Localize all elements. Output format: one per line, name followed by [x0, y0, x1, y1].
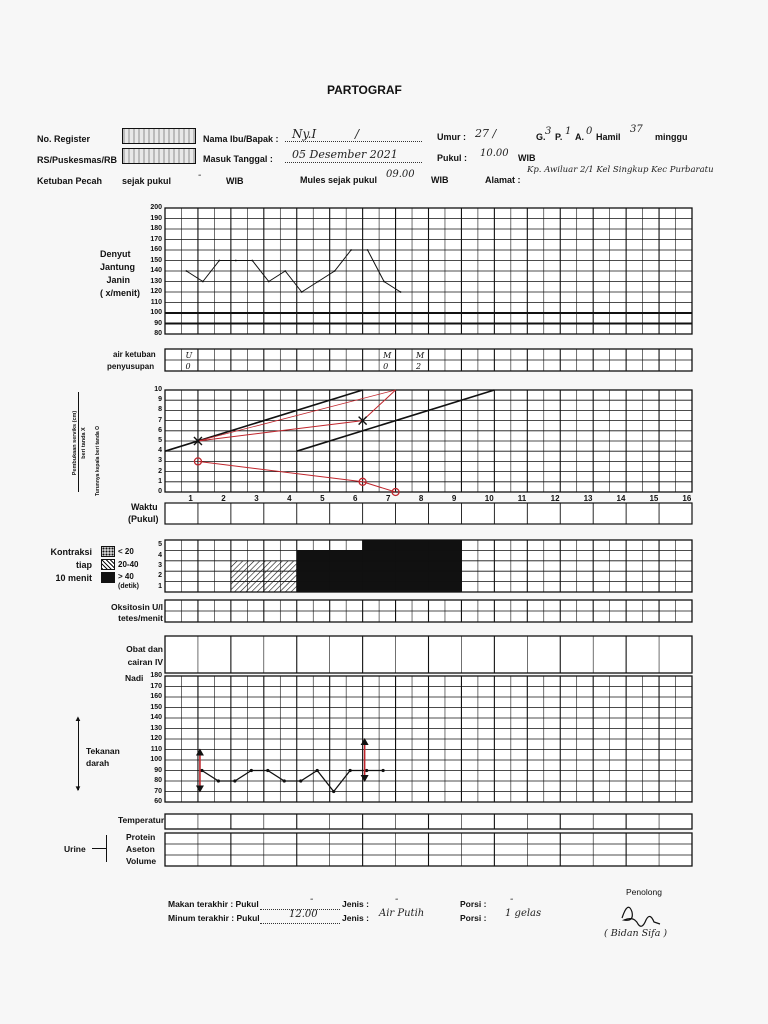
nadi-point	[299, 779, 302, 782]
tick-label: 8	[158, 406, 162, 414]
tick-label: 3	[158, 562, 162, 569]
nadi-point	[217, 779, 220, 782]
umur-label: Umur :	[437, 132, 466, 142]
waktu-label-2: (Pukul)	[128, 514, 159, 524]
tick-label: 110	[150, 298, 162, 306]
hour-number: 7	[385, 494, 391, 503]
ketuban-air-cell: M	[383, 351, 392, 360]
tick-label: 170	[150, 235, 162, 243]
tick-label: 90	[154, 766, 162, 774]
tick-label: 120	[150, 288, 162, 295]
hour-number: 2	[221, 494, 226, 503]
djj-label-3: Janin	[106, 275, 130, 285]
ketuban-air-cell: M	[416, 351, 425, 360]
tick-label: 4	[158, 551, 162, 559]
gpa-g: G.	[536, 132, 546, 142]
tick-label: 6	[158, 426, 162, 434]
tick-label: 100	[150, 309, 162, 316]
kontraksi-label-3: 10 menit	[55, 573, 92, 583]
makan-jenis: -	[395, 894, 399, 905]
kontraksi-bar-cell	[429, 540, 462, 550]
alamat-value: Kp. Awiluar 2/1 Kel Singkup Kec Purbaratu	[527, 165, 714, 175]
minum-porsi-label: Porsi :	[460, 913, 487, 923]
djj-label-4: ( x/menit)	[100, 288, 141, 298]
djj-point	[334, 270, 336, 272]
mules-wib: WIB	[431, 175, 449, 185]
tekanan-label-1: Tekanan	[86, 746, 120, 756]
kontraksi-bar-cell	[264, 561, 297, 571]
pukul-label: Pukul :	[437, 153, 468, 163]
tick-label: 150	[150, 703, 162, 711]
obat-label-1: Obat dan	[126, 644, 163, 654]
kontraksi-bar-cell	[429, 561, 462, 571]
masuk-value: 05 Desember 2021	[292, 148, 398, 161]
kontraksi-bar-cell	[363, 540, 396, 550]
obat-label-2: cairan IV	[127, 657, 163, 667]
minum-porsi: 1 gelas	[505, 908, 542, 919]
hour-number: 3	[254, 494, 259, 503]
cervix-side-label-1: Pembukaan serviks (cm)	[72, 410, 78, 476]
tick-label: 9	[158, 396, 162, 404]
page-title: PARTOGRAF	[327, 83, 402, 97]
legend-lt20: < 20	[118, 547, 134, 556]
urine-protein: Protein	[126, 832, 156, 842]
cervix-side-label-2: beri tanda X	[81, 427, 87, 459]
minggu-label: minggu	[655, 132, 688, 142]
djj-point	[383, 281, 385, 283]
legend-gt40: > 40	[118, 572, 134, 581]
tick-label: 130	[150, 724, 162, 732]
umur-value: 27 /	[475, 127, 497, 140]
djj-point	[202, 281, 204, 283]
makan-label: Makan terakhir : Pukul	[168, 899, 259, 909]
ketuban-penyusupan-cell: 2	[416, 362, 422, 371]
gpa-a-value: 0	[586, 126, 593, 137]
djj-point	[400, 291, 402, 293]
tick-label: 80	[154, 330, 162, 337]
tick-label: 90	[154, 319, 162, 327]
gpa-a: A.	[575, 132, 584, 142]
nadi-point	[381, 769, 384, 772]
tick-label: 200	[150, 204, 162, 211]
kontraksi-bar-cell	[264, 582, 297, 592]
gpa-p-value: 1	[565, 126, 572, 137]
pukul-value: 10.00	[480, 148, 509, 159]
tekanan-arrow-down-icon: ▼	[74, 784, 82, 793]
hour-number: 13	[583, 494, 593, 503]
nadi-point	[365, 769, 368, 772]
masuk-label: Masuk Tanggal :	[203, 154, 273, 164]
tick-label: 170	[150, 682, 162, 690]
djj-point	[350, 249, 352, 251]
no-register-label: No. Register	[37, 134, 91, 144]
djj-point	[268, 281, 270, 283]
nadi-point	[200, 769, 203, 772]
tick-label: 1	[158, 582, 162, 590]
signature-mark	[622, 907, 660, 926]
tick-label: 150	[150, 256, 162, 264]
penyusupan-label: penyusupan	[107, 362, 155, 371]
djj-point	[301, 291, 303, 293]
kontraksi-bar-cell	[330, 582, 363, 592]
temperatur-label: Temperatur	[118, 815, 165, 825]
tick-label: 130	[150, 277, 162, 285]
hour-number: 4	[287, 494, 292, 503]
tick-label: 4	[158, 447, 162, 455]
tekanan-label-2: darah	[86, 758, 110, 768]
nama-sep: /	[355, 127, 360, 141]
nadi-point	[283, 779, 286, 782]
ketuban-wib: WIB	[226, 176, 244, 186]
tick-label: 180	[150, 672, 162, 679]
tick-label: 120	[150, 735, 162, 742]
kontraksi-bar-cell	[231, 571, 264, 581]
tick-label: 7	[158, 416, 162, 424]
penolong-name: ( Bidan Sifa )	[604, 928, 668, 939]
pukul-wib: WIB	[518, 153, 536, 163]
makan-porsi: -	[510, 894, 514, 905]
nadi-point	[233, 779, 236, 782]
minum-jenis-label: Jenis :	[342, 913, 369, 923]
tick-label: 190	[150, 214, 162, 222]
djj-label-1: Denyut	[100, 249, 131, 259]
tick-label: 110	[150, 745, 162, 753]
penolong-label: Penolong	[626, 887, 662, 897]
tick-label: 3	[158, 457, 162, 465]
tick-label: 180	[150, 225, 162, 232]
tick-label: 10	[154, 386, 162, 393]
ketuban-penyusupan-cell: 0	[383, 362, 389, 371]
rs-label: RS/Puskesmas/RB	[37, 155, 118, 165]
hour-number: 8	[418, 494, 424, 503]
kontraksi-bar-cell	[330, 550, 363, 560]
nadi-point	[349, 769, 352, 772]
kontraksi-bar-cell	[396, 550, 429, 560]
cervix-side-label-3: Turunnya kepala beri tanda O	[95, 426, 101, 496]
hamil-value: 37	[630, 124, 643, 135]
hour-number: 10	[484, 494, 494, 503]
hour-number: 5	[320, 494, 325, 503]
gpa-p: P.	[555, 132, 563, 142]
ketuban-air-cell: U	[185, 351, 193, 360]
legend-detik: (detik)	[118, 583, 139, 590]
kontraksi-bar-cell	[396, 582, 429, 592]
nadi-label: Nadi	[125, 673, 144, 683]
nadi-point	[266, 769, 269, 772]
tekanan-arrow-up-icon: ▲	[74, 714, 82, 723]
kontraksi-bar-cell	[396, 540, 429, 550]
alamat-label: Alamat :	[485, 175, 521, 185]
oksitosin-label-2: tetes/menit	[118, 613, 163, 623]
air-ketuban-label: air ketuban	[113, 350, 156, 359]
nadi-point	[316, 769, 319, 772]
djj-point	[218, 260, 220, 262]
tick-label: 2	[158, 572, 162, 580]
kontraksi-bar-cell	[297, 571, 330, 581]
kontraksi-bar-cell	[297, 561, 330, 571]
djj-point	[317, 281, 319, 283]
legend-20-40: 20-40	[118, 560, 139, 569]
kontraksi-bar-cell	[363, 571, 396, 581]
tick-label: 160	[150, 246, 162, 253]
urine-aseton: Aseton	[126, 844, 155, 854]
hour-number: 15	[649, 494, 659, 503]
kontraksi-bar-cell	[297, 582, 330, 592]
kontraksi-label-2: tiap	[75, 560, 92, 570]
minum-label: Minum terakhir : Pukul	[168, 913, 260, 923]
djj-point	[251, 260, 253, 262]
kontraksi-bar-cell	[429, 550, 462, 560]
hour-number: 16	[682, 494, 692, 503]
minum-pukul: 12.00	[289, 909, 318, 920]
mules-value: 09.00	[386, 169, 415, 180]
makan-pukul: -	[310, 894, 314, 905]
hour-number: 6	[353, 494, 358, 503]
ketuban-penyusupan-cell: 0	[185, 362, 191, 371]
tick-label: 5	[158, 541, 162, 549]
djj-point	[367, 249, 369, 251]
makan-jenis-label: Jenis :	[342, 899, 369, 909]
kontraksi-bar-cell	[429, 582, 462, 592]
tick-label: 2	[158, 467, 162, 475]
mules-label: Mules sejak pukul	[300, 175, 378, 185]
nadi-point	[332, 790, 335, 793]
tick-label: 1	[158, 477, 162, 485]
tick-label: 0	[158, 488, 162, 495]
kontraksi-bar-cell	[231, 582, 264, 592]
djj-point	[235, 260, 237, 262]
kontraksi-bar-cell	[363, 561, 396, 571]
djj-point	[186, 270, 188, 272]
tick-label: 5	[158, 437, 162, 444]
djj-point	[284, 270, 286, 272]
kontraksi-bar-cell	[363, 550, 396, 560]
minum-jenis: Air Putih	[379, 908, 425, 919]
kontraksi-bar-cell	[231, 561, 264, 571]
ketuban-label: Ketuban Pecah	[37, 176, 103, 186]
kontraksi-bar-cell	[429, 571, 462, 581]
hour-number: 12	[550, 494, 560, 503]
hour-number: 9	[451, 494, 457, 503]
oksitosin-label-1: Oksitosin U/l	[111, 602, 163, 612]
sejak-pukul-label: sejak pukul	[122, 176, 172, 186]
hour-number: 11	[517, 494, 527, 503]
kontraksi-bar-cell	[363, 582, 396, 592]
kontraksi-bar-cell	[330, 561, 363, 571]
urine-label: Urine	[64, 844, 86, 854]
kontraksi-bar-cell	[396, 571, 429, 581]
hour-number: 14	[616, 494, 626, 503]
tick-label: 80	[154, 777, 162, 784]
tick-label: 140	[150, 267, 162, 274]
hour-number: 1	[188, 494, 193, 503]
tick-label: 160	[150, 693, 162, 700]
kontraksi-bar-cell	[297, 550, 330, 560]
tick-label: 140	[150, 714, 162, 721]
waktu-label: Waktu	[131, 502, 158, 512]
tick-label: 60	[154, 798, 162, 805]
tick-label: 100	[150, 756, 162, 763]
hamil-label: Hamil	[596, 132, 621, 142]
nama-label: Nama Ibu/Bapak :	[203, 134, 279, 144]
makan-porsi-label: Porsi :	[460, 899, 487, 909]
djj-label-2: Jantung	[100, 262, 135, 272]
kontraksi-bar-cell	[330, 571, 363, 581]
kontraksi-bar-cell	[396, 561, 429, 571]
nama-value: Ny.I	[292, 127, 317, 141]
kontraksi-bar-cell	[264, 571, 297, 581]
urine-volume: Volume	[126, 856, 157, 866]
tick-label: 70	[154, 787, 162, 795]
nadi-point	[250, 769, 253, 772]
kontraksi-label-1: Kontraksi	[50, 547, 92, 557]
ketuban-time: -	[198, 170, 202, 181]
gpa-g-value: 3	[545, 126, 552, 137]
